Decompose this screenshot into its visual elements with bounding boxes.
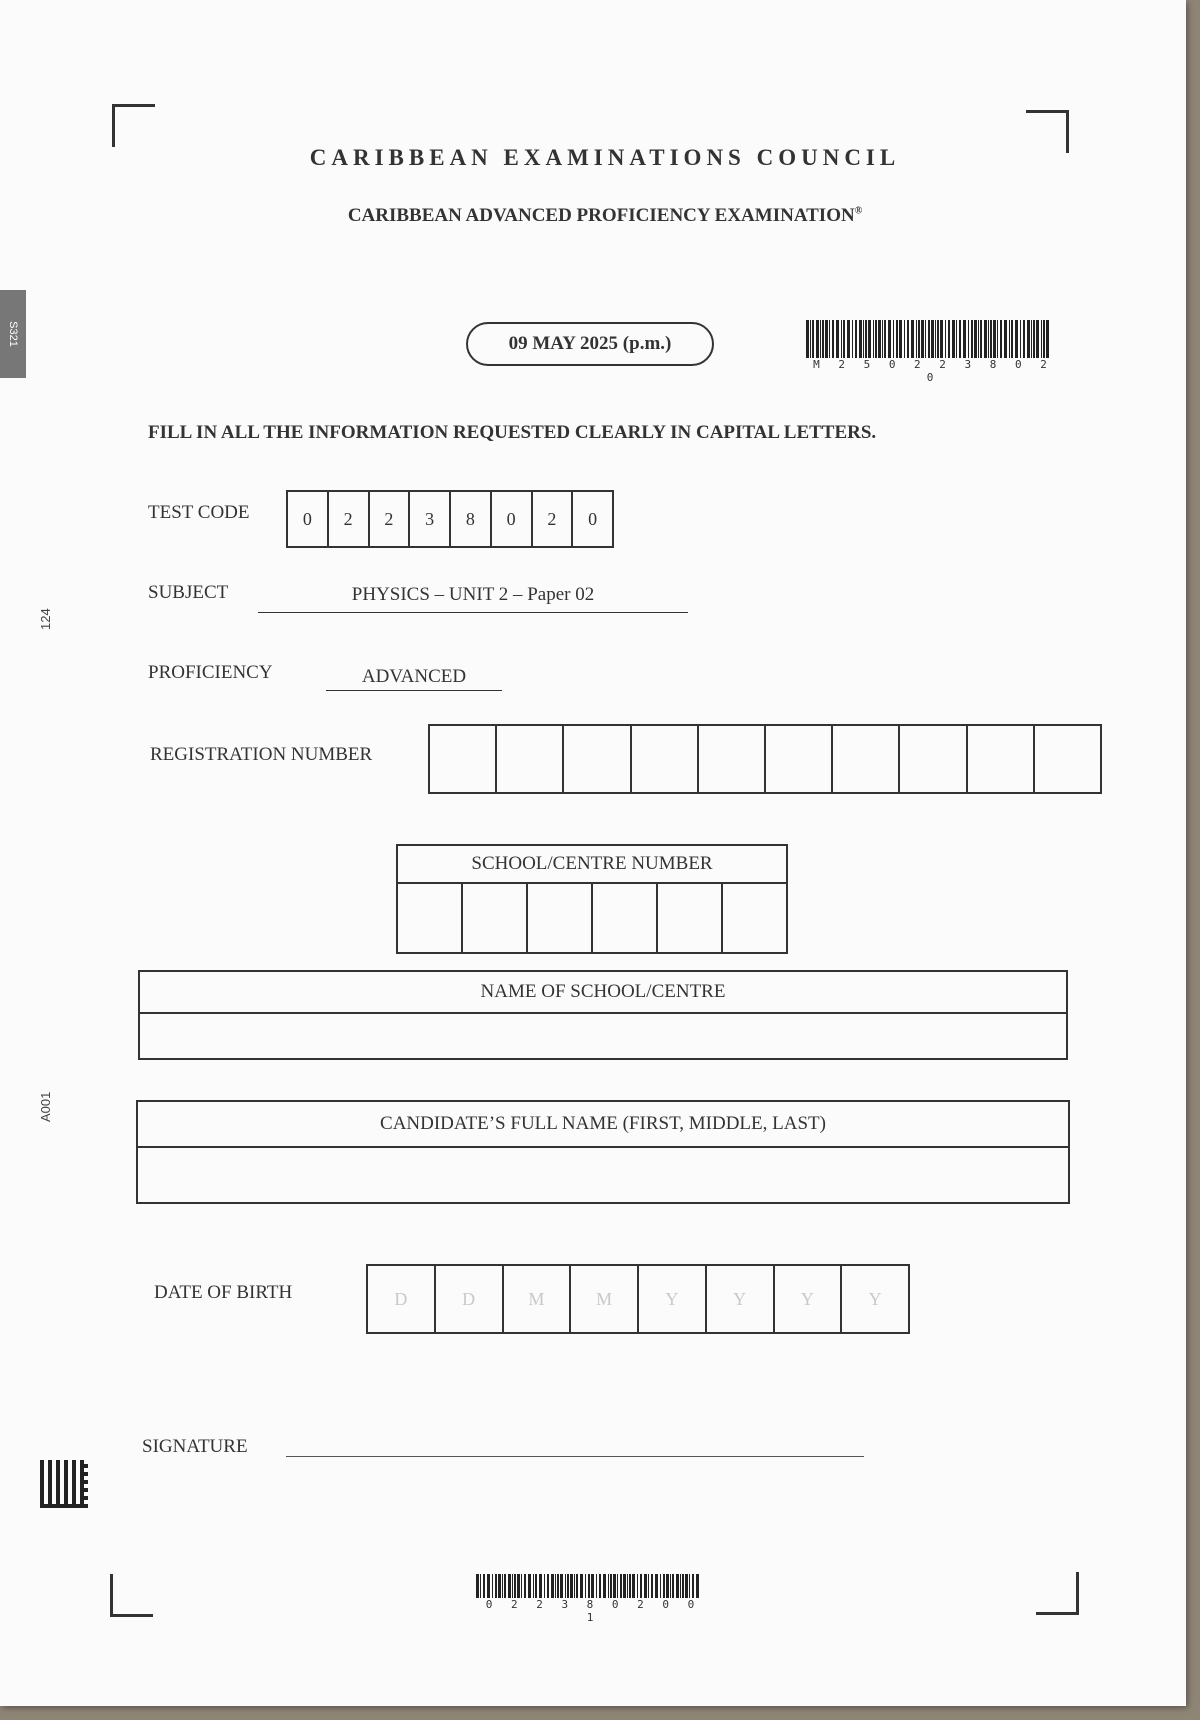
barcode-bar	[1046, 320, 1049, 358]
subject-label: SUBJECT	[148, 582, 229, 603]
barcode-bar	[574, 1574, 575, 1598]
barcode-bar	[608, 1574, 609, 1598]
barcode-bar	[1023, 320, 1025, 358]
barcode-bar	[567, 1574, 569, 1598]
barcode-bar	[822, 320, 824, 358]
barcode-bar	[1036, 320, 1039, 358]
barcode-bar	[855, 320, 857, 358]
barcode-bar	[907, 320, 909, 358]
barcode-bar	[1031, 320, 1032, 358]
datamatrix-module	[84, 1488, 88, 1492]
barcode-bar	[993, 320, 996, 358]
exam-title	[240, 205, 970, 227]
barcode-bar	[504, 1574, 506, 1598]
datamatrix-module	[84, 1464, 88, 1468]
school-centre-number-box	[396, 844, 788, 954]
barcode-bar	[952, 320, 955, 358]
barcode-bar	[1004, 320, 1007, 358]
barcode-bar	[935, 320, 936, 358]
barcode-bar	[588, 1574, 590, 1598]
barcode-bar	[810, 320, 811, 358]
barcode-bar	[918, 320, 920, 358]
barcode-top	[806, 320, 1060, 384]
registration-number-label: REGISTRATION NUMBER	[150, 744, 373, 765]
datamatrix-module	[84, 1504, 88, 1508]
barcode-bar	[925, 320, 926, 358]
registration-cell-4[interactable]	[632, 726, 699, 792]
barcode-bar	[997, 320, 998, 358]
barcode-bar	[940, 320, 943, 358]
side-tab-label: S321	[6, 321, 19, 347]
barcode-bar	[629, 1574, 631, 1598]
barcode-bar	[672, 1574, 674, 1598]
registration-cell-1[interactable]	[430, 726, 497, 792]
registration-cell-3[interactable]	[564, 726, 631, 792]
candidate-name-input[interactable]	[138, 1148, 1068, 1202]
dob-cell-4[interactable]: M	[571, 1266, 639, 1332]
school-centre-cell-6[interactable]	[723, 884, 786, 952]
barcode-bar	[847, 320, 850, 358]
side-tab	[0, 290, 26, 378]
dob-cell-7[interactable]: Y	[775, 1266, 843, 1332]
barcode-bar	[841, 320, 842, 358]
dob-cell-1[interactable]: D	[368, 1266, 436, 1332]
signature-label: SIGNATURE	[142, 1436, 248, 1457]
school-name-input[interactable]	[140, 1014, 1066, 1058]
barcode-bar	[825, 320, 828, 358]
datamatrix-code	[40, 1460, 88, 1508]
barcode-bar	[498, 1574, 501, 1598]
barcode-bar	[1033, 320, 1035, 358]
barcode-bar	[512, 1574, 513, 1598]
dob-cell-3[interactable]: M	[504, 1266, 572, 1332]
barcode-bar	[680, 1574, 681, 1598]
barcode-bar	[896, 320, 898, 358]
barcode-bar	[1009, 320, 1010, 358]
barcode-bar	[928, 320, 930, 358]
barcode-bar	[591, 1574, 594, 1598]
barcode-bar	[508, 1574, 511, 1598]
registration-cell-2[interactable]	[497, 726, 564, 792]
barcode-bar	[873, 320, 874, 358]
barcode-bar	[916, 320, 917, 358]
barcode-bar	[816, 320, 819, 358]
barcode-bar	[1000, 320, 1002, 358]
barcode-bar	[893, 320, 894, 358]
barcode-bar	[689, 1574, 690, 1598]
barcode-bar	[1043, 320, 1045, 358]
datamatrix-module	[84, 1472, 88, 1476]
barcode-bar	[495, 1574, 497, 1598]
barcode-bar	[685, 1574, 688, 1598]
barcode-bar	[1015, 320, 1018, 358]
datamatrix-module	[84, 1496, 88, 1500]
barcode-bar	[829, 320, 830, 358]
barcode-bar	[544, 1574, 545, 1598]
instruction-text: FILL IN ALL THE INFORMATION REQUESTED CLEARLY IN CAPITAL LETTERS.	[148, 422, 877, 443]
barcode-bottom	[476, 1574, 710, 1624]
barcode-bar	[1027, 320, 1030, 358]
signature-line[interactable]	[286, 1456, 864, 1457]
dob-cell-2[interactable]: D	[436, 1266, 504, 1332]
proficiency-label: PROFICIENCY	[148, 662, 273, 683]
barcode-bar	[884, 320, 886, 358]
candidate-name-box	[136, 1100, 1070, 1204]
registered-mark: ®	[854, 205, 863, 217]
barcode-bar	[637, 1574, 638, 1598]
barcode-bar	[492, 1574, 493, 1598]
barcode-bar	[570, 1574, 573, 1598]
school-centre-cell-4[interactable]	[593, 884, 658, 952]
barcode-bar	[820, 320, 821, 358]
barcode-bar	[547, 1574, 549, 1598]
test-code-digit-1[interactable]: 0	[288, 492, 329, 546]
barcode-bar	[670, 1574, 671, 1598]
barcode-bar	[521, 1574, 522, 1598]
registration-cell-7[interactable]	[833, 726, 900, 792]
barcode-bar	[655, 1574, 658, 1598]
barcode-bar	[682, 1574, 684, 1598]
barcode-bar	[868, 320, 871, 358]
barcode-bar	[551, 1574, 554, 1598]
dob-cell-8[interactable]: Y	[868, 1288, 882, 1309]
barcode-bar	[696, 1574, 699, 1598]
barcode-bar	[1020, 320, 1021, 358]
barcode-bar	[978, 320, 979, 358]
barcode-bar	[948, 320, 950, 358]
barcode-bar	[882, 320, 883, 358]
school-name-box	[138, 970, 1068, 1060]
barcode-bar	[533, 1574, 534, 1598]
subject-value[interactable]: PHYSICS – UNIT 2 – Paper 02	[258, 584, 688, 613]
test-code-boxes	[286, 490, 614, 548]
barcode-bar	[640, 1574, 642, 1598]
barcode-bar	[557, 1574, 559, 1598]
side-code-lower: A001	[38, 1091, 53, 1122]
school-centre-cell-5[interactable]	[658, 884, 723, 952]
barcode-bar	[1011, 320, 1013, 358]
test-code-digit-4[interactable]: 3	[410, 492, 451, 546]
crop-mark-bottom-right	[1036, 1572, 1079, 1615]
barcode-bar	[904, 320, 905, 358]
barcode-bar	[555, 1574, 556, 1598]
registration-cell-8[interactable]	[900, 726, 967, 792]
barcode-bar	[931, 320, 934, 358]
barcode-bar	[483, 1574, 485, 1598]
school-name-label: NAME OF SCHOOL/CENTRE	[140, 972, 1066, 1014]
barcode-bar	[524, 1574, 526, 1598]
barcode-bar	[865, 320, 867, 358]
barcode-bar	[610, 1574, 612, 1598]
barcode-bar	[599, 1574, 601, 1598]
barcode-bar	[692, 1574, 694, 1598]
barcode-bar	[651, 1574, 653, 1598]
barcode-bar	[596, 1574, 597, 1598]
crop-mark-bottom-left	[110, 1574, 153, 1617]
barcode-bar	[963, 320, 966, 358]
crop-mark-top-left	[112, 104, 155, 147]
school-centre-number-cells[interactable]	[398, 884, 786, 952]
barcode-bar	[666, 1574, 669, 1598]
date-of-birth-boxes[interactable]	[366, 1264, 910, 1334]
barcode-top-bars	[806, 320, 1060, 358]
barcode-bar	[632, 1574, 635, 1598]
barcode-bar	[968, 320, 969, 358]
barcode-bar	[971, 320, 973, 358]
barcode-bar	[560, 1574, 563, 1598]
barcode-top-digits: M 2 5 0 2 2 3 8 0 2 0	[813, 358, 1053, 384]
barcode-bar	[990, 320, 992, 358]
test-code-label: TEST CODE	[148, 502, 250, 523]
test-code-digit-7[interactable]: 2	[533, 492, 574, 546]
exam-date: 09 MAY 2025 (p.m.)	[466, 322, 714, 366]
crop-mark-top-right	[1026, 110, 1069, 153]
school-centre-cell-1[interactable]	[398, 884, 463, 952]
barcode-bar	[1041, 320, 1042, 358]
registration-cell-5[interactable]	[699, 726, 766, 792]
barcode-bar	[974, 320, 977, 358]
barcode-bar	[859, 320, 862, 358]
barcode-bar	[812, 320, 814, 358]
school-centre-number-label: SCHOOL/CENTRE NUMBER	[398, 846, 786, 884]
barcode-bar	[603, 1574, 606, 1598]
barcode-bar	[899, 320, 902, 358]
barcode-bar	[806, 320, 809, 358]
barcode-bar	[663, 1574, 665, 1598]
school-centre-cell-2[interactable]	[463, 884, 528, 952]
candidate-name-label: CANDIDATE’S FULL NAME (FIRST, MIDDLE, LAST)	[138, 1102, 1068, 1148]
barcode-bar	[875, 320, 877, 358]
council-title: CARIBBEAN EXAMINATIONS COUNCIL	[309, 145, 901, 170]
barcode-bar	[617, 1574, 618, 1598]
test-code-digit-2[interactable]: 2	[329, 492, 370, 546]
barcode-bar	[476, 1574, 479, 1598]
barcode-bar	[937, 320, 939, 358]
barcode-bar	[623, 1574, 626, 1598]
barcode-bar	[517, 1574, 520, 1598]
barcode-bar	[644, 1574, 647, 1598]
barcode-bar	[852, 320, 853, 358]
barcode-bar	[627, 1574, 628, 1598]
barcode-bar	[539, 1574, 542, 1598]
barcode-bar	[613, 1574, 616, 1598]
test-code-digit-6[interactable]: 0	[492, 492, 533, 546]
barcode-bar	[980, 320, 982, 358]
registration-cell-9[interactable]	[968, 726, 1035, 792]
barcode-bottom-digits: 0 2 2 3 8 0 2 0 0 1	[485, 1598, 701, 1624]
barcode-bar	[921, 320, 924, 358]
barcode-bar	[676, 1574, 679, 1598]
proficiency-value[interactable]: ADVANCED	[326, 666, 502, 691]
barcode-bar	[660, 1574, 661, 1598]
barcode-bar	[580, 1574, 583, 1598]
barcode-bar	[535, 1574, 537, 1598]
barcode-bar	[988, 320, 989, 358]
test-code-digit-3[interactable]: 2	[370, 492, 411, 546]
barcode-bar	[528, 1574, 531, 1598]
barcode-bar	[984, 320, 987, 358]
barcode-bar	[836, 320, 839, 358]
barcode-bar	[565, 1574, 566, 1598]
barcode-bar	[832, 320, 834, 358]
barcode-bar	[620, 1574, 622, 1598]
registration-cell-6[interactable]	[766, 726, 833, 792]
barcode-bottom-bars	[476, 1574, 710, 1598]
barcode-bar	[502, 1574, 503, 1598]
barcode-bar	[514, 1574, 516, 1598]
barcode-bar	[956, 320, 957, 358]
registration-cell-10[interactable]	[1035, 726, 1100, 792]
barcode-bar	[843, 320, 845, 358]
dob-cell-5[interactable]: Y	[639, 1266, 707, 1332]
test-code-digit-8[interactable]: 0	[588, 508, 598, 529]
barcode-bar	[911, 320, 914, 358]
barcode-bar	[959, 320, 961, 358]
school-centre-cell-3[interactable]	[528, 884, 593, 952]
barcode-bar	[863, 320, 864, 358]
barcode-bar	[878, 320, 881, 358]
barcode-bar	[487, 1574, 490, 1598]
datamatrix-module	[84, 1480, 88, 1484]
barcode-bar	[648, 1574, 649, 1598]
barcode-bar	[576, 1574, 578, 1598]
barcode-bar	[585, 1574, 586, 1598]
barcode-bar	[888, 320, 891, 358]
exam-title-text: CARIBBEAN ADVANCED PROFICIENCY EXAMINATION	[347, 205, 855, 226]
barcode-bar	[945, 320, 946, 358]
dob-cell-6[interactable]: Y	[707, 1266, 775, 1332]
test-code-digit-5[interactable]: 8	[451, 492, 492, 546]
registration-number-boxes[interactable]	[428, 724, 1102, 794]
barcode-bar	[480, 1574, 481, 1598]
side-code-upper: 124	[38, 608, 53, 630]
date-of-birth-label: DATE OF BIRTH	[154, 1282, 293, 1303]
